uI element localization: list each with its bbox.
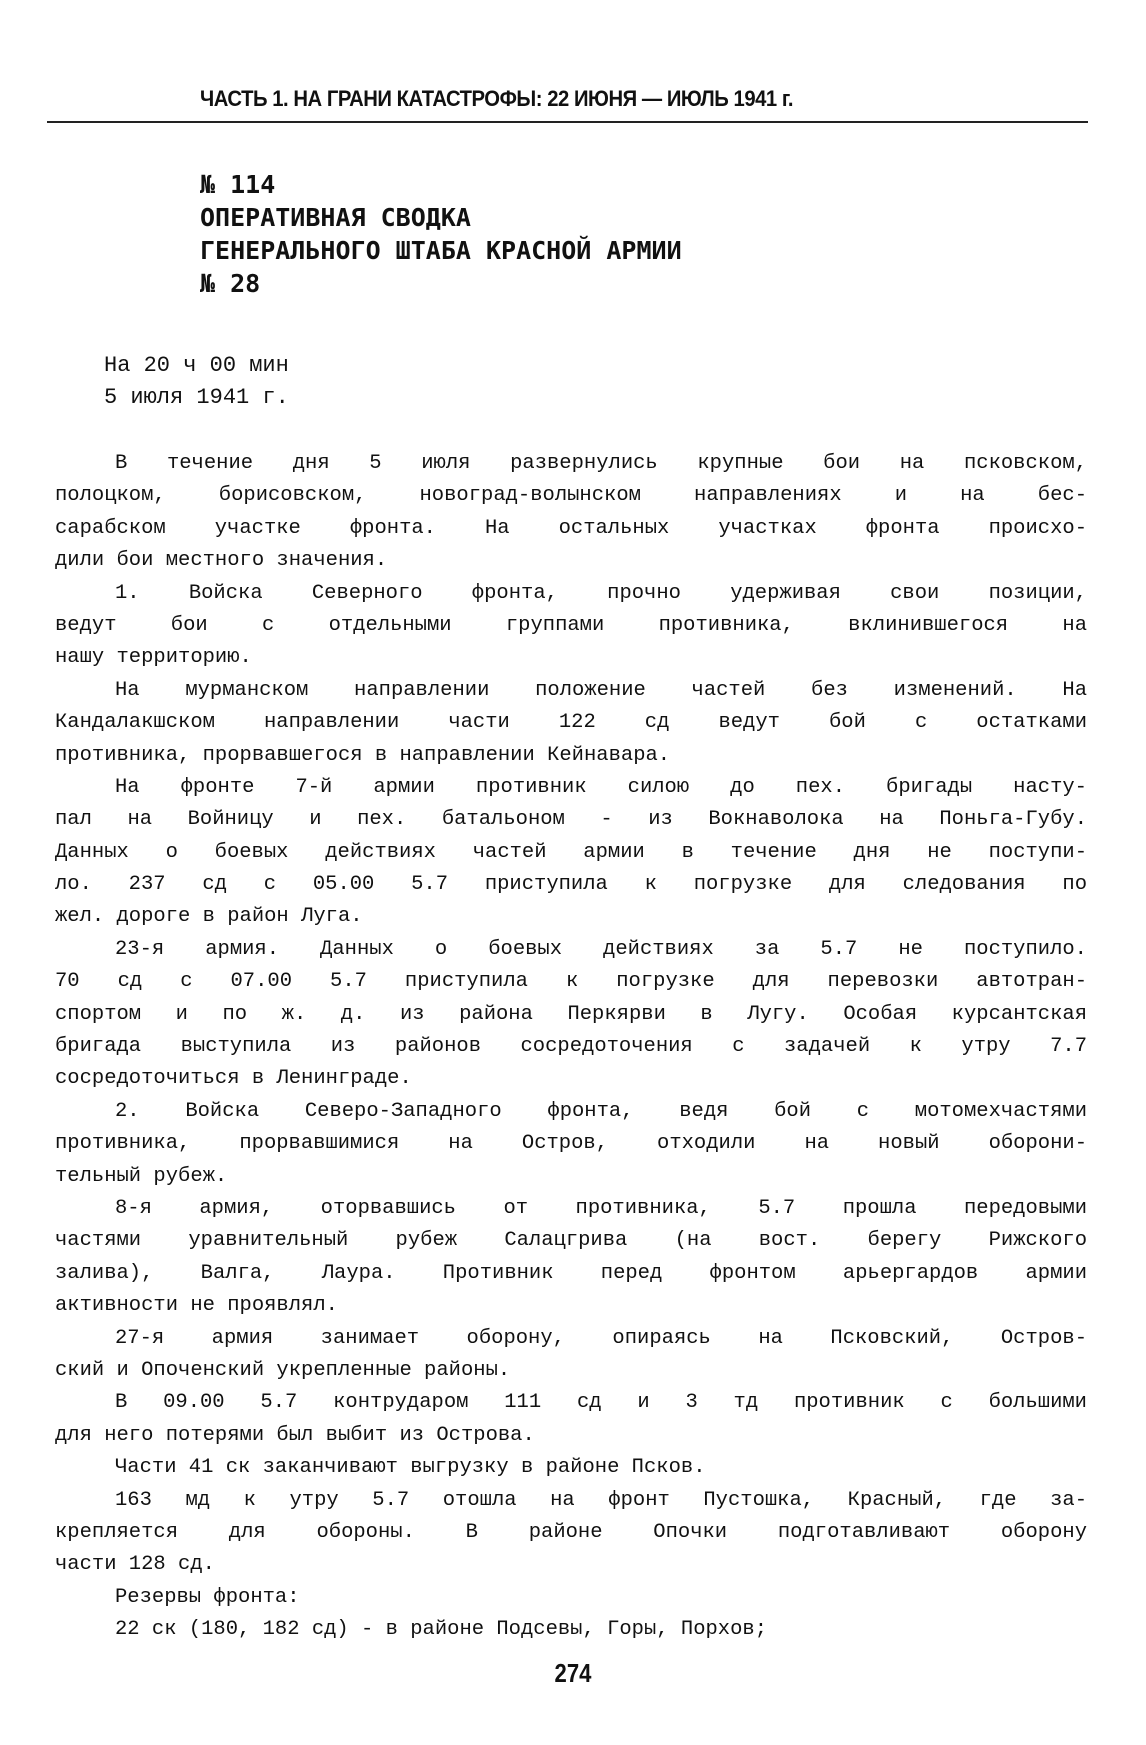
text-line: ведут бои с отдельными группами противника, вклинившегося на — [55, 613, 1087, 637]
document-title-line-2: ГЕНЕРАЛЬНОГО ШТАБА КРАСНОЙ АРМИИ — [200, 236, 682, 265]
report-date: 5 июля 1941 г. — [104, 385, 289, 410]
text-line: На фронте 7-й армии противник силою до пех. бригады насту- — [115, 775, 1087, 799]
text-line: противника, прорвавшегося в направлении Кейнавара. — [55, 743, 671, 767]
text-line: крепляется для обороны. В районе Опочки подготавливают оборону — [55, 1520, 1087, 1544]
text-line: 1. Войска Северного фронта, прочно удерживая свои позиции, — [115, 581, 1087, 605]
text-line: жел. дороге в район Луга. — [55, 905, 363, 929]
text-line: Данных о боевых действиях частей армии в течение дня не поступи- — [55, 840, 1087, 864]
text-line: сосредоточиться в Ленинграде. — [55, 1067, 412, 1091]
text-line: сарабском участке фронта. На остальных участках фронта происхо- — [55, 516, 1087, 540]
text-line: 70 сд с 07.00 5.7 приступила к погрузке для перевозки автотран- — [55, 970, 1087, 994]
text-line: ло. 237 сд с 05.00 5.7 приступила к погрузке для следования по — [55, 873, 1087, 897]
text-line: На мурманском направлении положение частей без изменений. На — [115, 678, 1087, 702]
text-line: Кандалакшском направлении части 122 сд ведут бой с остатками — [55, 711, 1087, 735]
text-line: В 09.00 5.7 контрударом 111 сд и 3 тд противник с большими — [115, 1391, 1087, 1415]
document-number: № 114 — [200, 170, 276, 199]
text-line: В течение дня 5 июля развернулись крупные бои на псковском, — [115, 452, 1087, 475]
text-line: части 128 сд. — [55, 1553, 215, 1577]
report-time: На 20 ч 00 мин — [104, 353, 289, 378]
body-text — [55, 448, 1087, 1646]
text-line: Части 41 ск заканчивают выгрузку в районе Псков. — [115, 1456, 706, 1480]
text-line: для него потерями был выбит из Острова. — [55, 1423, 535, 1447]
header-divider — [47, 121, 1088, 123]
document-title-line-1: ОПЕРАТИВНАЯ СВОДКА — [200, 203, 471, 232]
text-line: частями уравнительный рубеж Салацгрива (на вост. берегу Рижского — [55, 1229, 1087, 1253]
text-line: ский и Опоченский укрепленные районы. — [55, 1358, 511, 1382]
text-line: 163 мд к утру 5.7 отошла на фронт Пустошка, Красный, где за- — [115, 1488, 1087, 1512]
text-line: залива), Валга, Лаура. Противник перед фронтом арьергардов армии — [55, 1261, 1087, 1285]
text-line: Резервы фронта: — [115, 1585, 300, 1609]
dateline — [104, 350, 289, 414]
text-line: дили бои местного значения. — [55, 549, 388, 573]
text-line: бригада выступила из районов сосредоточения с задачей к утру 7.7 — [55, 1035, 1087, 1059]
text-line: 27-я армия занимает оборону, опираясь на Псковский, Остров- — [115, 1326, 1087, 1350]
text-line: 23-я армия. Данных о боевых действиях за 5.7 не поступило. — [115, 937, 1087, 961]
text-line: 2. Войска Северо-Западного фронта, ведя бой с мотомехчастями — [115, 1099, 1087, 1123]
text-line: нашу территорию. — [55, 646, 252, 670]
text-line: спортом и по ж. д. из района Перкярви в Лугу. Особая курсантская — [55, 1002, 1087, 1026]
running-header: ЧАСТЬ 1. НА ГРАНИ КАТАСТРОФЫ: 22 ИЮНЯ — ИЮЛЬ 1941 г. — [200, 86, 793, 111]
text-line: полоцком, борисовском, новоград-волынском направлениях и на бес- — [55, 484, 1087, 508]
text-line: противника, прорвавшимися на Остров, отходили на новый оборони- — [55, 1132, 1087, 1156]
page-number: 274 — [554, 1658, 592, 1688]
text-line: 22 ск (180, 182 сд) - в районе Подсевы, Горы, Порхов; — [115, 1618, 768, 1642]
text-line: 8-я армия, оторвавшись от противника, 5.7 прошла передовыми — [115, 1196, 1087, 1220]
text-line: активности не проявлял. — [55, 1294, 338, 1318]
document-heading — [200, 168, 682, 300]
report-number: № 28 — [200, 269, 261, 298]
text-line: пал на Войницу и пех. батальоном - из Вокнаволока на Поньга-Губу. — [55, 808, 1087, 832]
text-line: тельный рубеж. — [55, 1164, 228, 1188]
